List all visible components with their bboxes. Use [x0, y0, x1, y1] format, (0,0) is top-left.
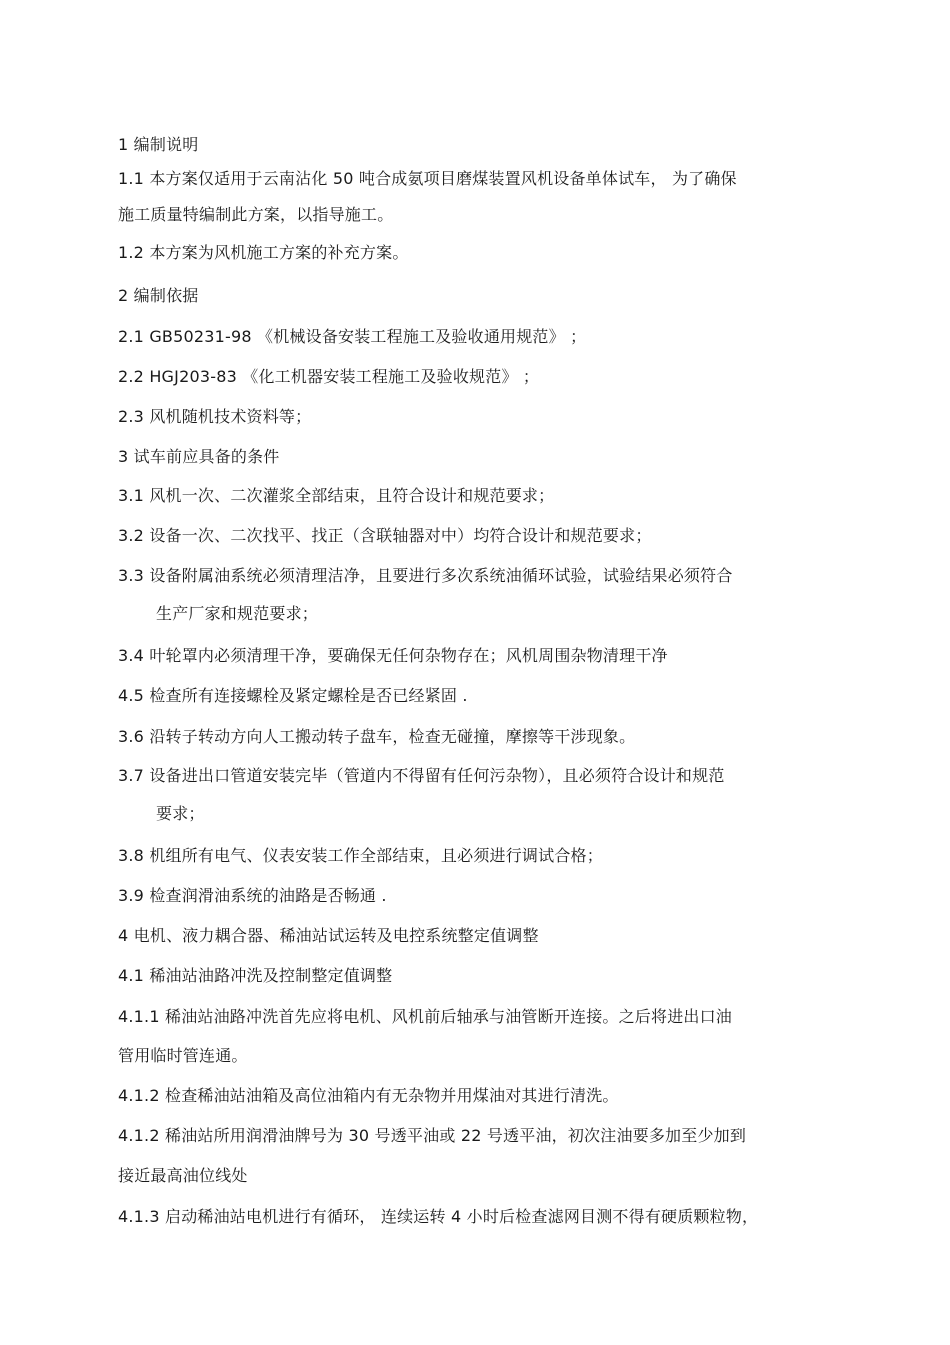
paragraph-3-9: 3.9 检查润滑油系统的油路是否畅通 . [118, 886, 387, 905]
paragraph-4-1-2b-cont: 接近最高油位线处 [118, 1166, 248, 1185]
paragraph-3-1: 3.1 风机一次、二次灌浆全部结束，且符合设计和规范要求； [118, 486, 555, 505]
paragraph-3-2: 3.2 设备一次、二次找平、找正（含联轴器对中）均符合设计和规范要求； [118, 526, 652, 545]
paragraph-4-1-2b: 4.1.2 稀油站所用润滑油牌号为 30 号透平油或 22 号透平油，初次注油要多加至少加到 [118, 1126, 747, 1145]
paragraph-4-5: 4.5 检查所有连接螺栓及紧定螺栓是否已经紧固 . [118, 686, 468, 705]
paragraph-3-6: 3.6 沿转子转动方向人工搬动转子盘车，检查无碰撞，摩擦等干涉现象。 [118, 727, 636, 746]
paragraph-2-2: 2.2 HGJ203-83 《化工机器安装工程施工及验收规范》 ； [118, 367, 540, 386]
paragraph-1-2: 1.2 本方案为风机施工方案的补充方案。 [118, 243, 409, 262]
paragraph-4-1-1-cont: 管用临时管连通。 [118, 1046, 248, 1065]
paragraph-3-7: 3.7 设备进出口管道安装完毕（管道内不得留有任何污杂物），且必须符合设计和规范 [118, 766, 725, 785]
paragraph-3-3: 3.3 设备附属油系统必须清理洁净，且要进行多次系统油循环试验，试验结果必须符合 [118, 566, 733, 585]
paragraph-2-3: 2.3 风机随机技术资料等； [118, 407, 312, 426]
paragraph-1-1: 1.1 本方案仅适用于云南沾化 50 吨合成氨项目磨煤装置风机设备单体试车， 为了确保 [118, 169, 737, 188]
paragraph-3-7-cont: 要求； [156, 804, 205, 823]
section-heading-2: 2 编制依据 [118, 286, 199, 305]
paragraph-3-8: 3.8 机组所有电气、仪表安装工作全部结束，且必须进行调试合格； [118, 846, 603, 865]
paragraph-4-1-2a: 4.1.2 检查稀油站油箱及高位油箱内有无杂物并用煤油对其进行清洗。 [118, 1086, 619, 1105]
paragraph-3-4: 3.4 叶轮罩内必须清理干净，要确保无任何杂物存在；风机周围杂物清理干净 [118, 646, 668, 665]
paragraph-1-1-cont: 施工质量特编制此方案，以指导施工。 [118, 205, 394, 224]
section-heading-1: 1 编制说明 [118, 135, 199, 154]
section-heading-4: 4 电机、液力耦合器、稀油站试运转及电控系统整定值调整 [118, 926, 539, 945]
paragraph-2-1: 2.1 GB50231-98 《机械设备安装工程施工及验收通用规范》 ； [118, 327, 587, 346]
section-heading-3: 3 试车前应具备的条件 [118, 447, 280, 466]
paragraph-4-1: 4.1 稀油站油路冲洗及控制整定值调整 [118, 966, 393, 985]
paragraph-4-1-3: 4.1.3 启动稀油站电机进行有循环， 连续运转 4 小时后检查滤网目测不得有硬质颗粒物， [118, 1207, 759, 1226]
paragraph-4-1-1: 4.1.1 稀油站油路冲洗首先应将电机、风机前后轴承与油管断开连接。之后将进出口油 [118, 1007, 732, 1026]
paragraph-3-3-cont: 生产厂家和规范要求； [156, 604, 319, 623]
